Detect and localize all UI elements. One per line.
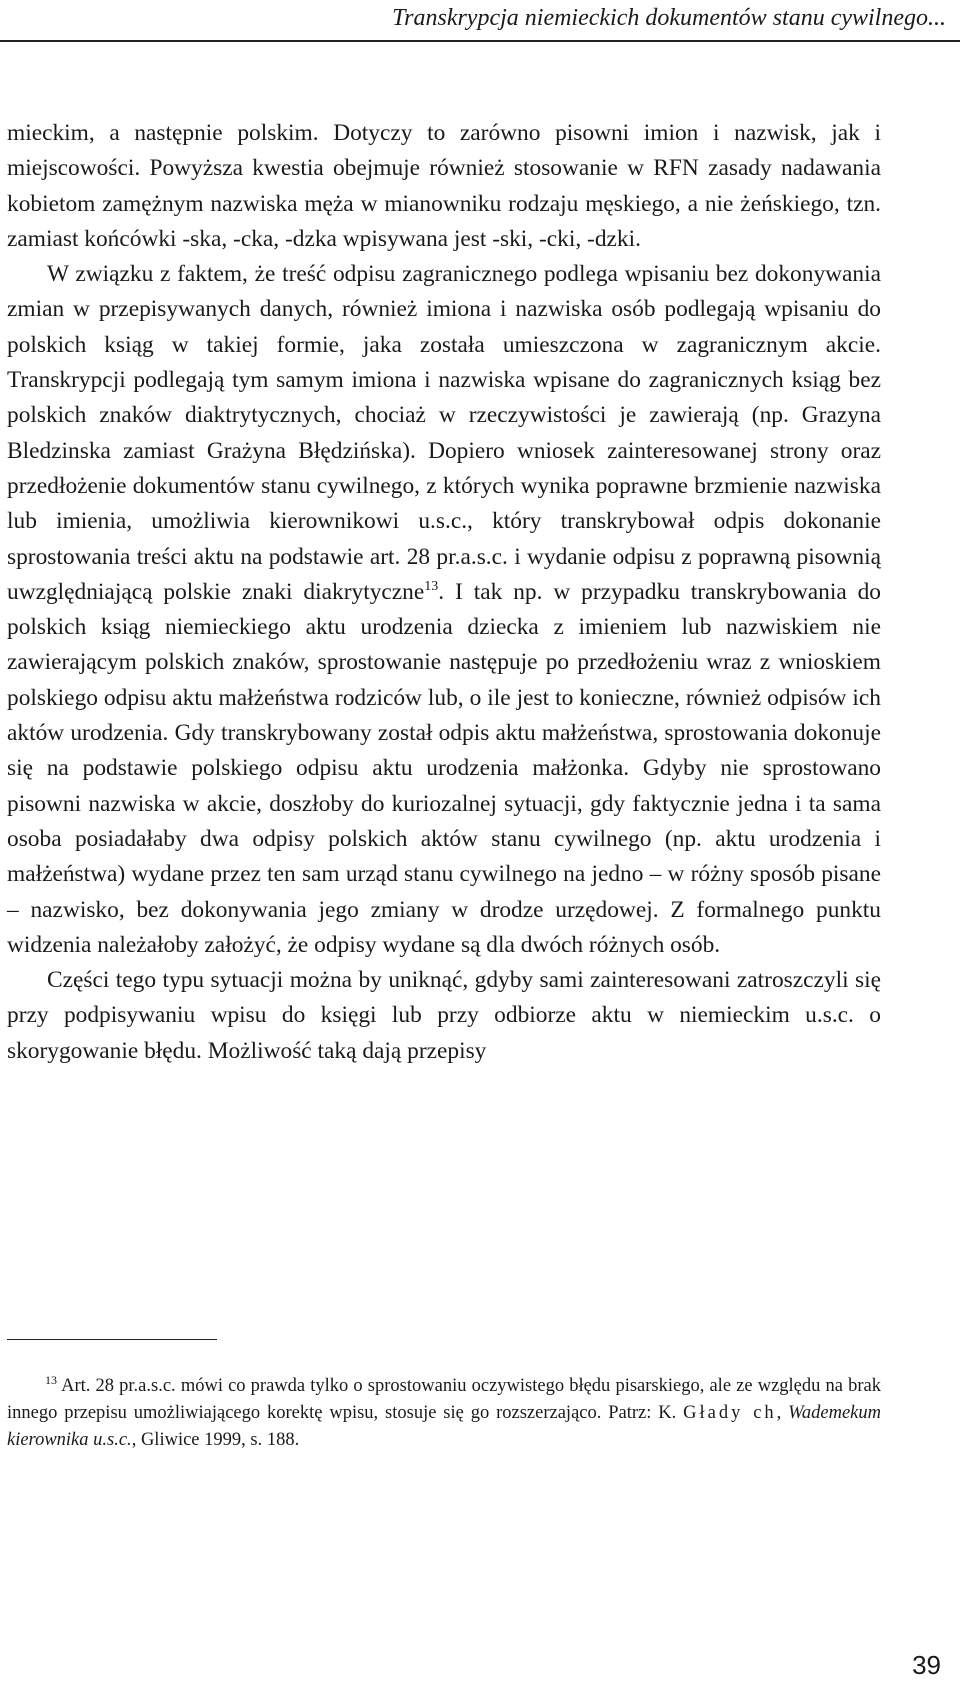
footnote-separator (7, 1339, 217, 1340)
running-header (0, 0, 960, 42)
footnote-13 (7, 1373, 881, 1454)
footnote-book-title: Wademekum kierownika u.s.c. (7, 1403, 881, 1450)
paragraph-2 (7, 257, 881, 963)
paragraph-1: mieckim, a następnie polskim. Dotyczy to zarówno pisowni imion i nazwisk, jak i miejscowości. Powyższa kwestia obejmuje również stosowanie w RFN zasady nadawania kobietom zamężnym nazwiska męża w mianowniku rodzaju męskiego, a nie żeńskiego, tzn. zamiast końcówki -ska, -cka, -dzka wpisywana jest -ski, -cki, -dzki. (7, 120, 881, 252)
running-title: Transkrypcja niemieckich dokumentów stanu cywilnego... (392, 5, 946, 31)
footnote-text-a: Art. 28 pr.a.s.c. mówi co prawda tylko o sprostowaniu oczywistego błędu pisarskiego, ale ze względu na brak innego przepisu umożliwiającego korektę wpisu, stosuje się go rozszerzająco. Patrz: K. (7, 1376, 881, 1423)
footnote-text-c: , Gliwice 1999, s. 188. (131, 1430, 300, 1450)
paragraph-2-part-a: W związku z faktem, że treść odpisu zagranicznego podlega wpisaniu bez dokonywania zmian w przepisywanych danych, również imiona i nazwiska osób podlegają wpisaniu do polskich ksiąg w takiej formie, jaka została umieszczona w zagranicznym akcie. Transkrypcji podlegają tym samym imiona i nazwiska wpisane do zagranicznych ksiąg bez polskich znaków diaktrytycznych, chociaż w rzeczywistości je zawierają (np. Grazyna Bledzinska zamiast Grażyna Błędzińska). Dopiero wniosek zainteresowanej strony oraz przedłożenie dokumentów stanu cywilnego, z których wynika poprawne brzmienie nazwiska lub imienia, umożliwia kierownikowi u.s.c., który transkrybował odpis dokonanie sprostowania treści aktu na podstawie art. 28 pr.a.s.c. i wydanie odpisu z poprawną pisownią uwzględniającą polskie znaki diakrytyczne (7, 261, 881, 605)
footnote-reference[interactable]: 13 (424, 578, 439, 594)
footnotes (7, 1373, 881, 1454)
main-text (7, 116, 881, 1069)
footnote-author: Głady ch (683, 1403, 777, 1423)
footnote-text-b: , (776, 1403, 789, 1423)
paragraph-2-part-b: . I tak np. w przypadku transkrybowania do polskich ksiąg niemieckiego aktu urodzenia dziecka z imieniem lub nazwiskiem nie zawierającym polskich znaków, sprostowanie następuje po przedłożeniu wraz z wnioskiem polskiego odpisu aktu małżeństwa rodziców lub, o ile jest to konieczne, również odpisów ich aktów urodzenia. Gdy transkrybowany został odpis aktu małżeństwa, sprostowania dokonuje się na podstawie polskiego odpisu aktu urodzenia małżonka. Gdyby nie sprostowano pisowni nazwiska w akcie, doszłoby do kuriozalnej sytuacji, gdy faktycznie jedna i ta sama osoba posiadałaby dwa odpisy polskich aktów stanu cywilnego (np. aktu urodzenia i małżeństwa) wydane przez ten sam urząd stanu cywilnego na jedno – w różny sposób pisane – nazwisko, bez dokonywania jego zmiany w drodze urzędowej. Z formalnego punktu widzenia należałoby założyć, że odpisy wydane są dla dwóch różnych osób. (7, 578, 882, 958)
page-number: 39 (912, 1650, 941, 1680)
footnote-number: 13 (45, 1373, 57, 1387)
paragraph-3: Części tego typu sytuacji można by uniknąć, gdyby sami zainteresowani zatroszczyli się przy podpisywaniu wpisu do księgi lub przy odbiorze aktu w niemieckim u.s.c. o skorygowanie błędu. Możliwość taką dają przepisy (7, 967, 881, 1064)
